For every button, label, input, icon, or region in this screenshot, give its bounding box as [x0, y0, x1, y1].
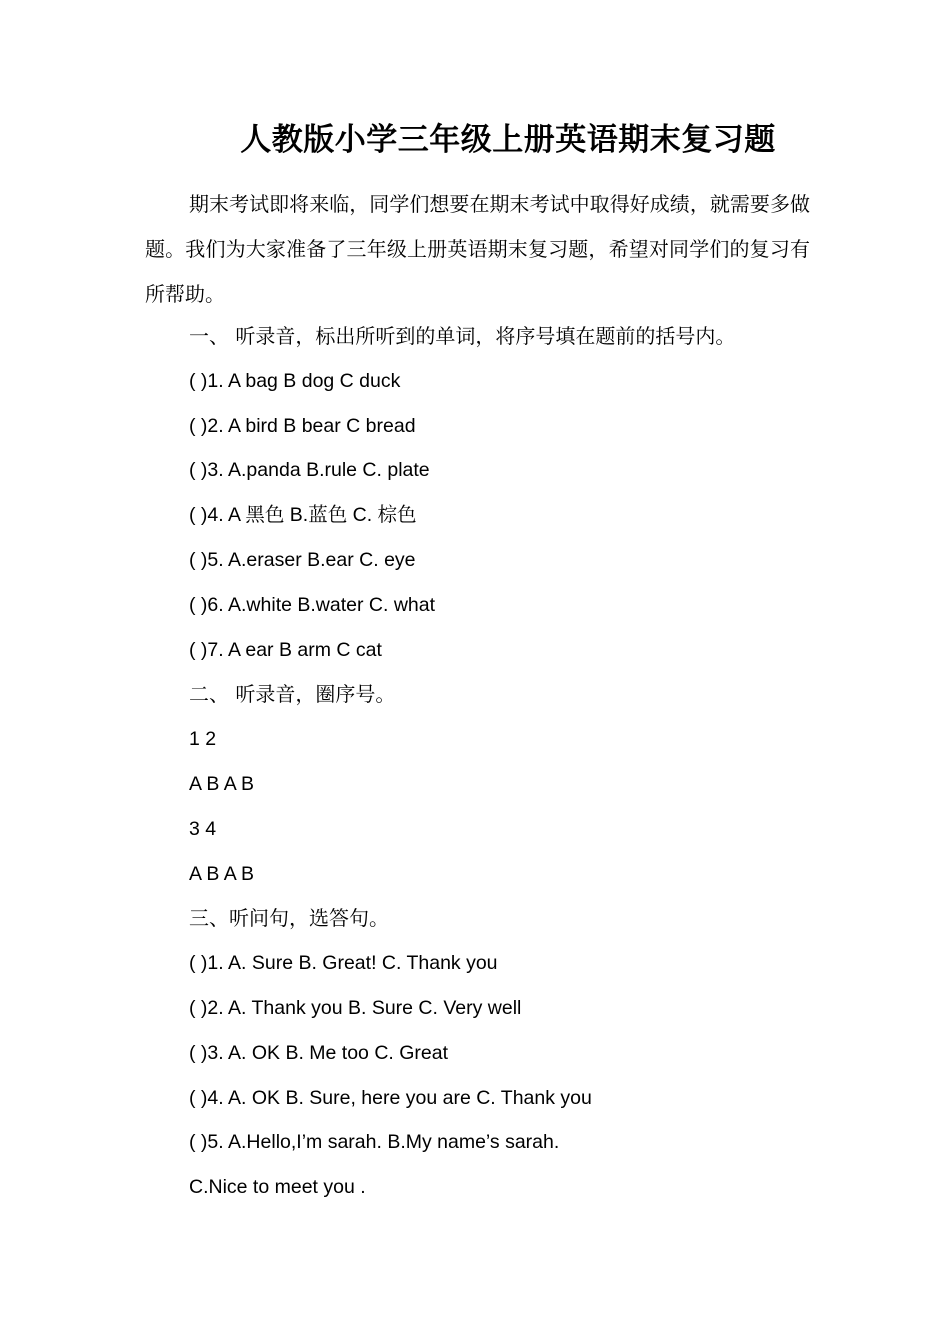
- question-list: [189, 314, 829, 1210]
- question-line: C.Nice to meet you .: [189, 1176, 366, 1199]
- question-line: ( )2. A. Thank you B. Sure C. Very well: [189, 996, 522, 1019]
- question-line: ( )3. A. OK B. Me too C. Great: [189, 1041, 449, 1064]
- section-heading: 三、听问句，选答句。: [189, 906, 389, 931]
- question-line: 1 2: [189, 728, 217, 751]
- question-line: ( )3. A.panda B.rule C. plate: [189, 459, 430, 482]
- document-title: 人教版小学三年级上册英语期末复习题: [240, 122, 776, 158]
- question-line: A B A B: [189, 862, 255, 885]
- question-line: ( )1. A bag B dog C duck: [189, 369, 401, 392]
- question-line: ( )6. A.white B.water C. what: [189, 593, 436, 616]
- question-line: ( )4. A. OK B. Sure, here you are C. Thank you: [189, 1086, 592, 1109]
- section-heading: 二、 听录音，圈序号。: [189, 682, 396, 707]
- question-line: ( )2. A bird B bear C bread: [189, 414, 416, 437]
- question-line: ( )5. A.eraser B.ear C. eye: [189, 548, 416, 571]
- question-line: ( )7. A ear B arm C cat: [189, 638, 382, 661]
- question-line: ( )4. A 黑色 B.蓝色 C. 棕色: [189, 504, 417, 527]
- section-heading: 一、 听录音，标出所听到的单词，将序号填在题前的括号内。: [189, 324, 736, 348]
- question-line: ( )5. A.Hello,I’m sarah. B.My name’s sarah.: [189, 1131, 560, 1154]
- intro-paragraph: 期末考试即将来临，同学们想要在期末考试中取得好成绩，就需要多做题。我们为大家准备了三年级上册英语期末复习题，希望对同学们的复习有所帮助。: [145, 192, 810, 306]
- question-line: A B A B: [189, 772, 255, 795]
- question-line: ( )1. A. Sure B. Great! C. Thank you: [189, 952, 498, 975]
- question-line: 3 4: [189, 817, 217, 840]
